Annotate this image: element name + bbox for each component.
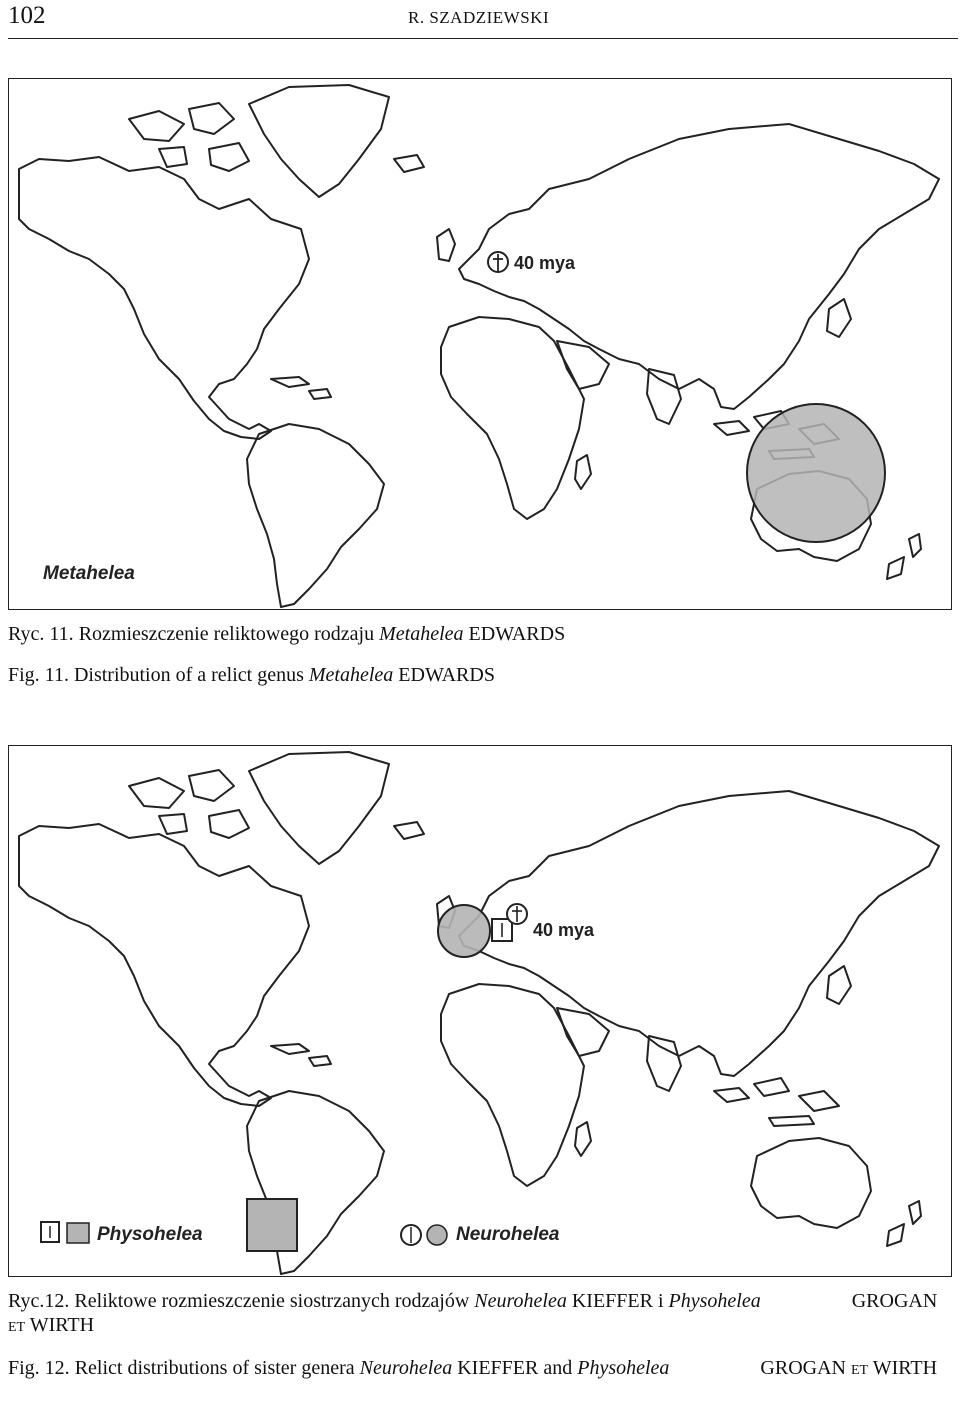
- landmass-madagascar: [575, 455, 591, 489]
- caption-text: Rozmieszczenie reliktowego rodzaju: [78, 623, 375, 645]
- world-map-metahelea: [9, 79, 951, 609]
- caption-text: Reliktowe rozmieszczenie siostrzanych rodzajów: [74, 1290, 470, 1312]
- fossil-marker-icon: [488, 252, 508, 272]
- legend-label-neurohelea: Neurohelea: [456, 1224, 560, 1245]
- legend-neurohelea: [401, 1224, 560, 1245]
- continent-eurasia: [459, 791, 939, 1076]
- caption-genus: Physohelea: [577, 1357, 670, 1379]
- caption-fig-11: [8, 663, 495, 687]
- figure-11-map: [8, 78, 952, 610]
- caption-label: Ryc.12.: [8, 1290, 70, 1312]
- landmass-caribbean: [271, 1044, 331, 1066]
- landmass-new-zealand: [887, 1201, 921, 1246]
- landmass-india: [647, 369, 681, 424]
- page-number: 102: [8, 2, 46, 29]
- legend-physohelea: [41, 1222, 203, 1245]
- fossil-age-label: 40 mya: [533, 920, 595, 940]
- figure-12-map: [8, 745, 952, 1277]
- caption-text: Distribution of a relict genus: [73, 664, 304, 686]
- landmass-arctic-islands: [129, 103, 249, 171]
- caption-author: GROGAN et WIRTH: [8, 1290, 938, 1336]
- landmass-caribbean: [271, 377, 331, 399]
- landmass-arctic-islands: [129, 770, 249, 838]
- range-circle-metahelea: [747, 404, 885, 542]
- caption-author: KIEFFER: [457, 1357, 539, 1379]
- page-header: [8, 0, 958, 39]
- continent-north-america: [19, 824, 309, 1106]
- caption-author: EDWARDS: [468, 623, 566, 645]
- landmass-japan: [827, 299, 851, 337]
- map-genus-label: Metahelea: [43, 563, 135, 584]
- caption-author: KIEFFER: [571, 1290, 653, 1312]
- caption-author: GROGAN et WIRTH: [760, 1357, 938, 1379]
- range-square-physohelea: [247, 1199, 297, 1251]
- landmass-britain: [437, 229, 455, 261]
- caption-fig-12: [8, 1356, 953, 1380]
- caption-text: Relict distributions of sister genera: [74, 1357, 355, 1379]
- caption-genus: Metahelea: [379, 623, 464, 645]
- landmass-new-zealand: [887, 534, 921, 579]
- landmass-madagascar: [575, 1122, 591, 1156]
- caption-author: EDWARDS: [398, 664, 495, 686]
- landmass-japan: [827, 966, 851, 1004]
- range-circle-neurohelea: [438, 905, 490, 957]
- fossil-age-label: 40 mya: [514, 253, 576, 273]
- caption-label: Fig. 12.: [8, 1357, 70, 1379]
- landmass-iceland: [394, 822, 424, 839]
- landmass-iceland: [394, 155, 424, 172]
- physohelea-range-legend-icon: [67, 1223, 89, 1243]
- landmass-indonesia: [714, 1078, 839, 1126]
- caption-ryc-11: [8, 622, 565, 646]
- legend-label-physohelea: Physohelea: [97, 1224, 203, 1245]
- caption-genus: Metahelea: [308, 664, 394, 686]
- landmass-greenland: [249, 752, 389, 864]
- caption-ryc-12: [8, 1289, 953, 1337]
- caption-label: Ryc. 11.: [8, 623, 74, 645]
- continent-south-america: [247, 424, 384, 607]
- landmass-india: [647, 1036, 681, 1091]
- neurohelea-range-legend-icon: [427, 1225, 447, 1245]
- physohelea-fossil-marker-icon: [492, 919, 512, 941]
- caption-conjunction: and: [543, 1357, 573, 1379]
- caption-label: Fig. 11.: [8, 664, 69, 686]
- caption-genus: Physohelea: [668, 1290, 761, 1312]
- world-map-neurohelea-physohelea: [9, 746, 951, 1276]
- caption-conjunction: i: [657, 1290, 664, 1312]
- neurohelea-fossil-marker-icon: [507, 904, 527, 924]
- continent-africa: [441, 984, 584, 1186]
- continent-australia: [751, 1138, 871, 1228]
- caption-genus: Neurohelea: [359, 1357, 453, 1379]
- landmass-arabia: [557, 1008, 609, 1056]
- landmass-arabia: [557, 341, 609, 389]
- continent-north-america: [19, 157, 309, 439]
- landmass-greenland: [249, 85, 389, 197]
- running-head: R. SZADZIEWSKI: [408, 8, 550, 27]
- continent-africa: [441, 317, 584, 519]
- caption-genus: Neurohelea: [474, 1290, 567, 1312]
